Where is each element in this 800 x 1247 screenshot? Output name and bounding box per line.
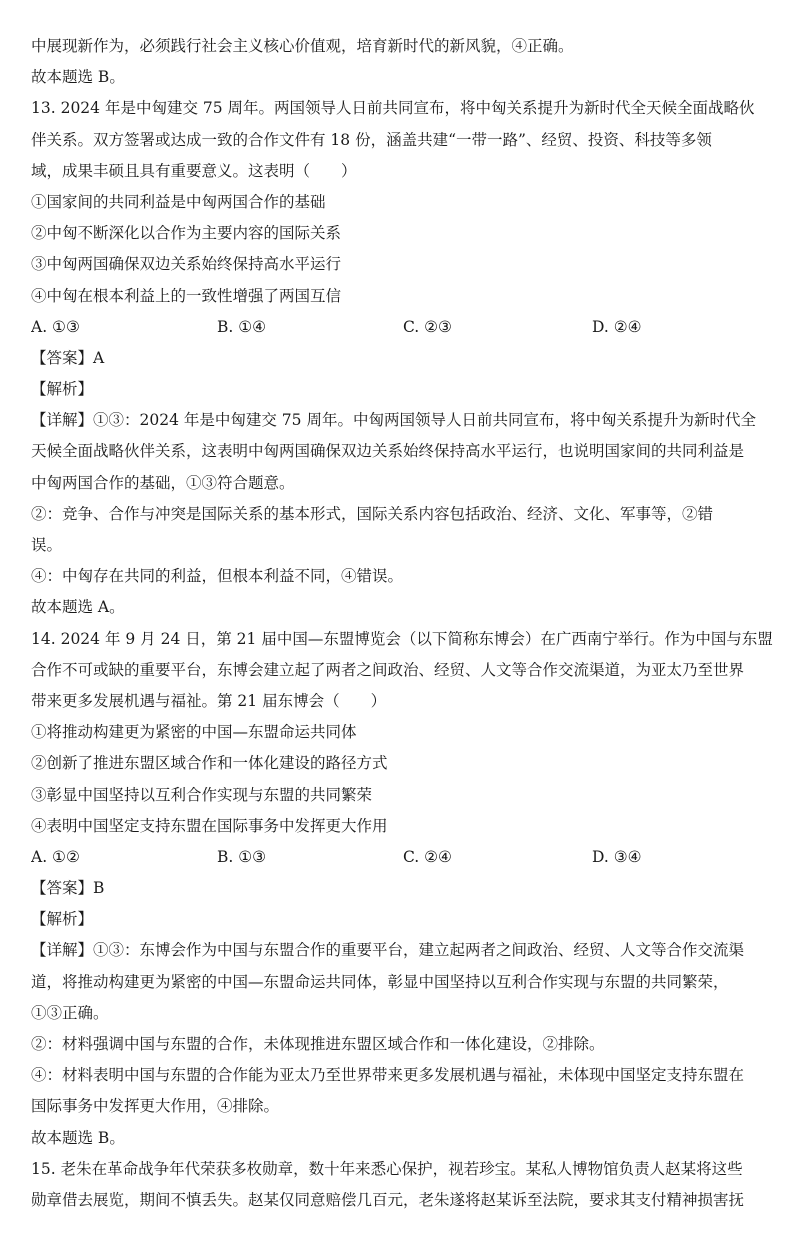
text-line: ④：材料表明中国与东盟的合作能为亚太乃至世界带来更多发展机遇与福祉，未体现中国坚定支持东盟在 xyxy=(31,1066,745,1085)
text-line: ①国家间的共同利益是中匈两国合作的基础 xyxy=(31,192,326,211)
text-line: 【答案】B xyxy=(31,879,105,898)
text-line: 14. 2024 年 9 月 24 日，第 21 届中国—东盟博览会（以下简称东博会）在广西南宁举行。作为中国与东盟 xyxy=(31,629,773,648)
answer-option: A. ①② xyxy=(31,847,80,866)
text-line: ④：中匈存在共同的利益，但根本利益不同，④错误。 xyxy=(31,567,404,586)
text-line: ④中匈在根本利益上的一致性增强了两国互信 xyxy=(31,286,342,305)
text-line: 道，将推动构建更为紧密的中国—东盟命运共同体，彰显中国坚持以互利合作实现与东盟的共同繁荣， xyxy=(31,972,729,991)
text-line: ①③正确。 xyxy=(31,1003,109,1022)
text-line: 【详解】①③：2024 年是中匈建交 75 周年。中匈两国领导人日前共同宣布，将中匈关系提升为新时代全 xyxy=(31,411,756,430)
text-line: 中匈两国合作的基础，①③符合题意。 xyxy=(31,473,295,492)
answer-option: B. ①④ xyxy=(217,317,267,336)
text-line: 故本题选 B。 xyxy=(31,68,125,87)
text-line: 勋章借去展览，期间不慎丢失。赵某仅同意赔偿几百元，老朱遂将赵某诉至法院，要求其支付精神损害抚 xyxy=(31,1190,745,1209)
text-line: 中展现新作为，必须践行社会主义核心价值观，培育新时代的新风貌，④正确。 xyxy=(31,37,574,55)
text-line: 天候全面战略伙伴关系，这表明中匈两国确保双边关系始终保持高水平运行，也说明国家间的共同利益是 xyxy=(31,442,745,461)
answer-option: C. ②③ xyxy=(403,317,452,336)
text-line: 带来更多发展机遇与福祉。第 21 届东博会（ ） xyxy=(31,691,387,710)
answer-option: C. ②④ xyxy=(403,847,452,866)
text-line: 故本题选 B。 xyxy=(31,1128,125,1147)
text-line: 国际事务中发挥更大作用，④排除。 xyxy=(31,1097,280,1116)
text-line: ③彰显中国坚持以互利合作实现与东盟的共同繁荣 xyxy=(31,785,373,804)
text-line: ②：竞争、合作与冲突是国际关系的基本形式，国际关系内容包括政治、经济、文化、军事等，②错 xyxy=(31,504,714,523)
text-line: 15. 老朱在革命战争年代荣获多枚勋章，数十年来悉心保护，视若珍宝。某私人博物馆负责人赵某将这些 xyxy=(31,1159,743,1178)
text-line: 故本题选 A。 xyxy=(31,598,125,617)
answer-option: A. ①③ xyxy=(31,317,80,336)
text-line: 【答案】A xyxy=(31,348,105,367)
answer-option: B. ①③ xyxy=(217,847,267,866)
text-line: ①将推动构建更为紧密的中国—东盟命运共同体 xyxy=(31,723,357,742)
text-line: 伴关系。双方签署或达成一致的合作文件有 18 份，涵盖共建“一带一路”、经贸、投资、科技等多领 xyxy=(31,130,712,149)
text-line: 合作不可或缺的重要平台，东博会建立起了两者之间政治、经贸、人文等合作交流渠道，为亚太乃至世界 xyxy=(31,660,745,679)
text-line: ②中匈不断深化以合作为主要内容的国际关系 xyxy=(31,224,342,243)
text-line: ②创新了推进东盟区域合作和一体化建设的路径方式 xyxy=(31,754,388,773)
text-line: 误。 xyxy=(31,536,63,554)
text-line: 【解析】 xyxy=(31,910,94,929)
text-line: 域，成果丰硕且具有重要意义。这表明（ ） xyxy=(31,161,357,180)
answer-option: D. ②④ xyxy=(592,317,642,336)
text-line: ④表明中国坚定支持东盟在国际事务中发挥更大作用 xyxy=(31,816,388,835)
text-line: ③中匈两国确保双边关系始终保持高水平运行 xyxy=(31,255,342,274)
answer-options-row xyxy=(31,312,780,343)
answer-option: D. ③④ xyxy=(592,847,642,866)
text-line: 13. 2024 年是中匈建交 75 周年。两国领导人日前共同宣布，将中匈关系提升为新时代全天候全面战略伙 xyxy=(31,99,755,118)
answer-options-row xyxy=(31,842,780,873)
text-line: ②：材料强调中国与东盟的合作，未体现推进东盟区域合作和一体化建设，②排除。 xyxy=(31,1035,605,1053)
text-line: 【详解】①③：东博会作为中国与东盟合作的重要平台，建立起两者之间政治、经贸、人文等合作交流渠 xyxy=(31,941,745,960)
text-line: 【解析】 xyxy=(31,380,94,399)
